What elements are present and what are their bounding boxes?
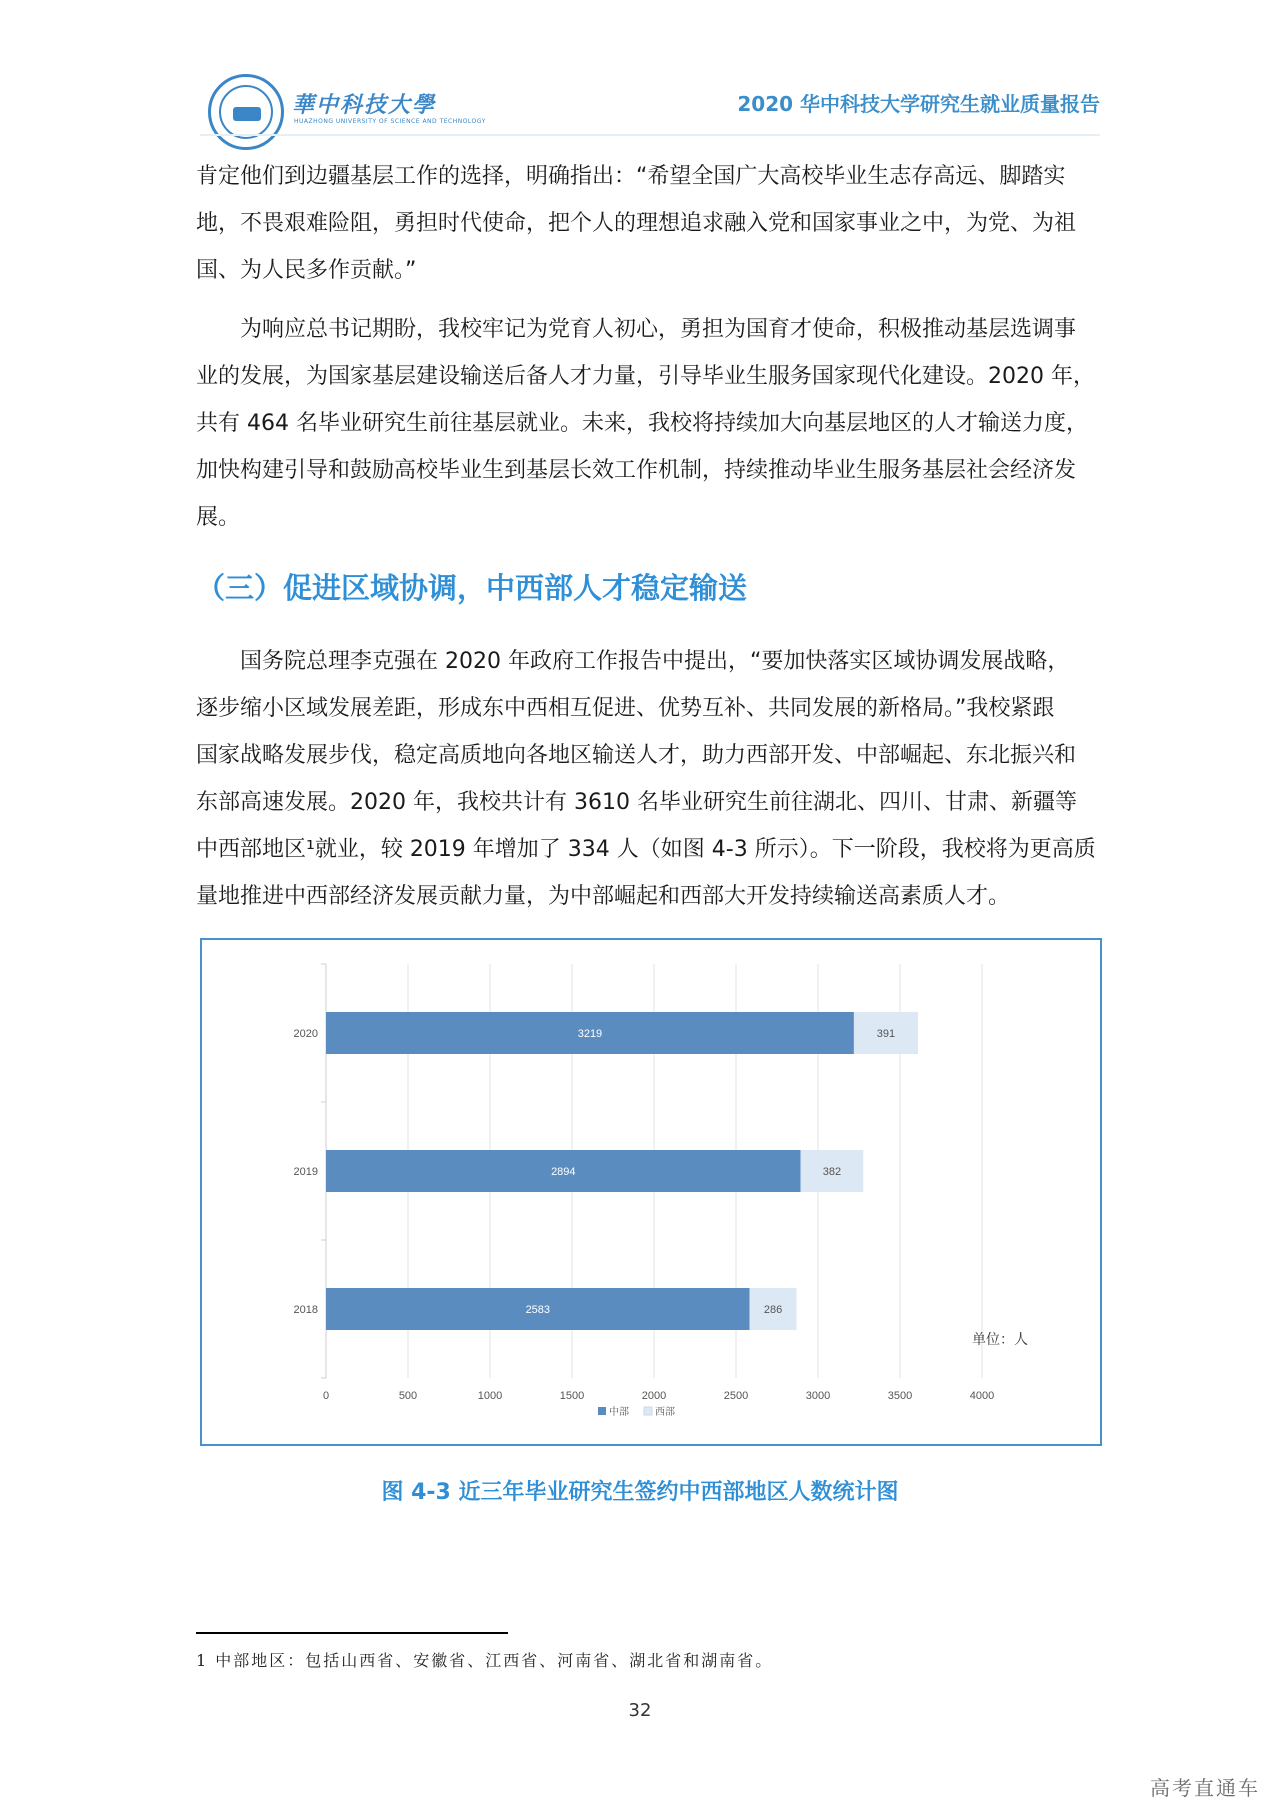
x-tick-label: 2000 xyxy=(641,1390,667,1402)
paragraph-2 xyxy=(196,306,1100,541)
page-header xyxy=(200,66,1100,136)
x-tick-label: 3000 xyxy=(805,1390,831,1402)
y-tick-label: 2019 xyxy=(293,1166,318,1178)
report-title: 2020 华中科技大学研究生就业质量报告 xyxy=(737,92,1100,116)
paragraph-line: 为响应总书记期盼，我校牢记为党育人初心，勇担为国育才使命，积极推动基层选调事 xyxy=(240,317,1077,342)
x-tick-label: 1000 xyxy=(477,1390,503,1402)
university-logo-text: 華中科技大學 xyxy=(292,92,437,118)
paragraph-3 xyxy=(196,638,1100,920)
stacked-bar-chart xyxy=(202,940,1100,1444)
paragraph-1 xyxy=(196,153,1100,294)
footnote-divider xyxy=(196,1632,508,1634)
legend-swatch xyxy=(598,1407,606,1415)
paragraph-line: 逐步缩小区域发展差距，形成东中西相互促进、优势互补、共同发展的新格局。”我校紧跟 xyxy=(196,696,1055,721)
figure-caption: 图 4-3 近三年毕业研究生签约中西部地区人数统计图 xyxy=(381,1480,899,1505)
y-tick-label: 2020 xyxy=(293,1028,318,1040)
university-seal-logo xyxy=(208,74,284,150)
legend-swatch xyxy=(644,1407,652,1415)
x-tick-label: 3500 xyxy=(887,1390,913,1402)
unit-label: 单位：人 xyxy=(972,1332,1028,1348)
paragraph-line: 地，不畏艰难险阻，勇担时代使命，把个人的理想追求融入党和国家事业之中，为党、为祖 xyxy=(196,211,1077,236)
x-tick-label: 0 xyxy=(322,1390,330,1402)
paragraph-line: 展。 xyxy=(196,505,241,530)
x-tick-label: 500 xyxy=(398,1390,418,1402)
footnote: 1 中部地区：包括山西省、安徽省、江西省、河南省、湖北省和湖南省。 xyxy=(196,1651,774,1670)
header-divider xyxy=(200,134,1100,136)
paragraph-line: 共有 464 名毕业研究生前往基层就业。未来，我校将持续加大向基层地区的人才输送力度， xyxy=(196,411,1088,436)
chart-frame xyxy=(200,938,1102,1446)
paragraph-line: 国务院总理李克强在 2020 年政府工作报告中提出，“要加快落实区域协调发展战略， xyxy=(240,649,1070,674)
section-heading: （三）促进区域协调，中西部人才稳定输送 xyxy=(196,571,748,605)
paragraph-line: 国、为人民多作贡献。” xyxy=(196,258,417,283)
data-label: 2583 xyxy=(525,1304,551,1316)
paragraph-line: 国家战略发展步伐，稳定高质地向各地区输送人才，助力西部开发、中部崛起、东北振兴和 xyxy=(196,743,1077,768)
x-tick-label: 2500 xyxy=(723,1390,749,1402)
paragraph-line: 肯定他们到边疆基层工作的选择，明确指出：“希望全国广大高校毕业生志存高远、脚踏实 xyxy=(196,164,1066,189)
data-label: 286 xyxy=(763,1304,783,1316)
legend-label: 西部 xyxy=(655,1407,675,1418)
university-logo-subtitle: HUAZHONG UNIVERSITY OF SCIENCE AND TECHNOLOGY xyxy=(294,118,486,125)
x-tick-label: 4000 xyxy=(969,1390,995,1402)
data-label: 391 xyxy=(876,1028,896,1040)
y-tick-label: 2018 xyxy=(293,1304,318,1316)
watermark: 高考直通车 xyxy=(1150,1776,1260,1800)
paragraph-line: 中西部地区¹就业，较 2019 年增加了 334 人（如图 4-3 所示）。下一阶段，我校将为更高质 xyxy=(196,837,1096,862)
page-number: 32 xyxy=(628,1700,652,1721)
paragraph-line: 量地推进中西部经济发展贡献力量，为中部崛起和西部大开发持续输送高素质人才。 xyxy=(196,884,1011,909)
data-label: 382 xyxy=(822,1166,842,1178)
data-label: 2894 xyxy=(551,1166,576,1178)
x-tick-label: 1500 xyxy=(559,1390,585,1402)
data-label: 3219 xyxy=(577,1028,603,1040)
paragraph-line: 东部高速发展。2020 年，我校共计有 3610 名毕业研究生前往湖北、四川、甘肃、新疆等 xyxy=(196,790,1077,815)
paragraph-line: 加快构建引导和鼓励高校毕业生到基层长效工作机制，持续推动毕业生服务基层社会经济发 xyxy=(196,458,1077,483)
paragraph-line: 业的发展，为国家基层建设输送后备人才力量，引导毕业生服务国家现代化建设。2020 年， xyxy=(196,364,1095,389)
legend-label: 中部 xyxy=(609,1407,629,1418)
